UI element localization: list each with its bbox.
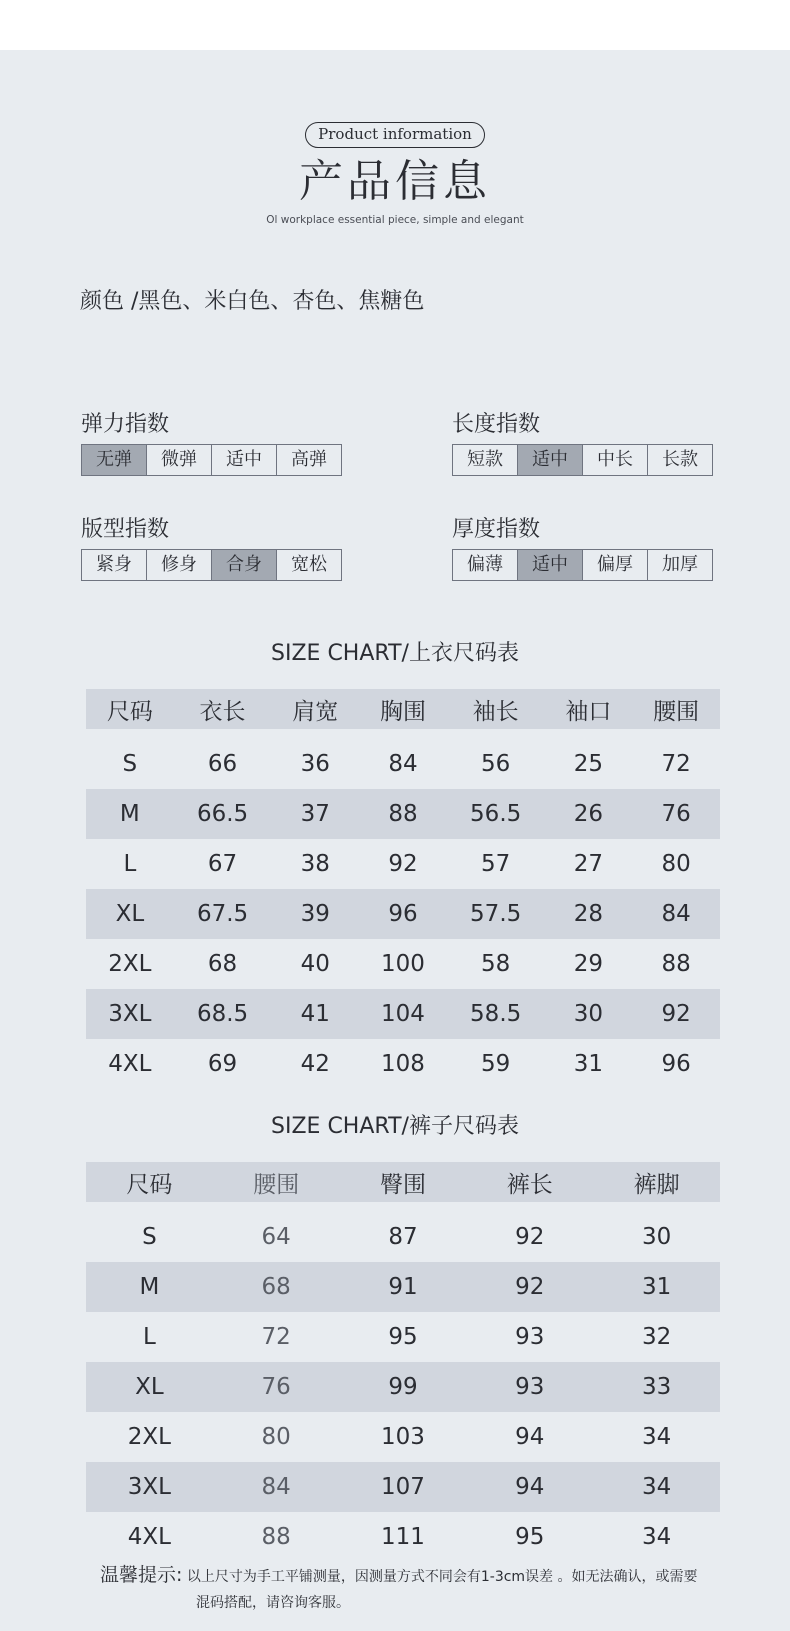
table-cell: 76 (632, 789, 720, 839)
product-information-pill: Product information (305, 122, 485, 148)
fit-index (81, 515, 342, 581)
table-cell: 68 (207, 951, 238, 977)
table-cell: 111 (381, 1524, 425, 1550)
table-header-cell: 臀围 (340, 1162, 467, 1202)
table-row (86, 1362, 720, 1412)
table-cell: 84 (632, 889, 720, 939)
table-cell: 66 (207, 751, 238, 777)
note-label: 温馨提示: (100, 1564, 183, 1586)
length-index (452, 410, 713, 476)
index-title: 弹力指数 (81, 412, 170, 437)
table-cell: 36 (300, 751, 330, 777)
table-cell: 76 (213, 1362, 340, 1412)
table-cell: 68.5 (174, 989, 272, 1039)
table-cell: 34 (641, 1424, 672, 1450)
table-cell: 72 (661, 751, 691, 777)
table-cell: 67.5 (174, 889, 272, 939)
top-white-strip (0, 0, 790, 50)
index-title: 版型指数 (81, 517, 170, 542)
table-header-cell: 尺码 (86, 1162, 213, 1202)
table-cell: 34 (641, 1524, 672, 1550)
table-cell: 94 (515, 1424, 545, 1450)
index-options (452, 444, 713, 476)
table-cell: 30 (641, 1224, 672, 1250)
note-line-2: 混码搭配，请咨询客服。 (196, 1595, 350, 1611)
table-cell: 91 (340, 1262, 467, 1312)
table-cell: 34 (593, 1462, 720, 1512)
table-header-cell: 袖口 (545, 689, 633, 729)
index-option: 适中 (518, 445, 583, 475)
table-cell: 40 (300, 951, 330, 977)
table-cell: 92 (388, 851, 418, 877)
table-row (86, 1039, 720, 1089)
table-cell: 93 (515, 1324, 545, 1350)
table-header-row (86, 689, 720, 729)
page-subtitle: Ol workplace essential piece, simple and elegant (266, 214, 524, 226)
table-cell: 87 (388, 1224, 418, 1250)
index-option: 合身 (212, 550, 277, 580)
table-cell: 66.5 (174, 789, 272, 839)
table-cell: 29 (573, 951, 603, 977)
table-cell: 26 (545, 789, 633, 839)
table-cell: 58 (481, 951, 511, 977)
index-option: 加厚 (648, 550, 712, 580)
table-cell: 92 (632, 989, 720, 1039)
table-cell: 104 (359, 989, 447, 1039)
table-row (86, 989, 720, 1039)
table-cell: 4XL (127, 1524, 171, 1550)
table-cell: L (123, 851, 137, 877)
table-cell: 30 (545, 989, 633, 1039)
color-options-text: 颜色 /黑色、米白色、杏色、焦糖色 (80, 289, 425, 314)
table-cell: XL (86, 889, 174, 939)
table-cell: 107 (340, 1462, 467, 1512)
table-cell: S (122, 751, 138, 777)
table-cell: 92 (466, 1262, 593, 1312)
table-cell: 68 (213, 1262, 340, 1312)
table-row (86, 839, 720, 889)
table-cell: 3XL (86, 1462, 213, 1512)
table-cell: 88 (261, 1524, 291, 1550)
table-header-cell: 尺码 (86, 689, 174, 729)
index-option: 短款 (453, 445, 518, 475)
index-options (81, 444, 342, 476)
table-row (86, 939, 720, 989)
page-title: 产品信息 (299, 156, 491, 207)
table-header-cell: 腰围 (213, 1162, 340, 1202)
table-cell: 3XL (86, 989, 174, 1039)
index-option: 长款 (648, 445, 712, 475)
index-option: 无弹 (82, 445, 147, 475)
index-option: 偏薄 (453, 550, 518, 580)
table-cell: 72 (261, 1324, 291, 1350)
table-cell: 38 (300, 851, 330, 877)
table-cell: 57 (481, 851, 511, 877)
index-option: 偏厚 (583, 550, 648, 580)
table-cell: 41 (271, 989, 359, 1039)
table-cell: 103 (381, 1424, 425, 1450)
table-cell: 57.5 (447, 889, 545, 939)
elasticity-index (81, 410, 342, 476)
table-row (86, 739, 720, 789)
table-header-cell: 肩宽 (271, 689, 359, 729)
table-cell: L (142, 1324, 156, 1350)
index-option: 高弹 (277, 445, 341, 475)
table-cell: 88 (359, 789, 447, 839)
table-cell: M (86, 789, 174, 839)
table-cell: 25 (573, 751, 603, 777)
table-cell: 100 (381, 951, 425, 977)
table-cell: 95 (515, 1524, 545, 1550)
index-option: 宽松 (277, 550, 341, 580)
table-header-cell: 裤脚 (593, 1162, 720, 1202)
index-option: 微弹 (147, 445, 212, 475)
table-cell: 56.5 (447, 789, 545, 839)
warm-tip-note (100, 1562, 720, 1616)
table-cell: 31 (593, 1262, 720, 1312)
index-title: 长度指数 (452, 412, 541, 437)
table-cell: 59 (481, 1051, 511, 1077)
pants-size-chart-table (86, 1162, 720, 1562)
table-cell: S (142, 1224, 157, 1250)
table-cell: 80 (661, 851, 691, 877)
table-cell: 80 (261, 1424, 291, 1450)
index-option: 中长 (583, 445, 648, 475)
table-cell: 69 (207, 1051, 238, 1077)
table-cell: 56 (481, 751, 511, 777)
table-cell: 32 (641, 1324, 672, 1350)
index-option: 适中 (518, 550, 583, 580)
table-header-row (86, 1162, 720, 1202)
table-cell: 95 (388, 1324, 418, 1350)
table-cell: 4XL (108, 1051, 152, 1077)
index-options (81, 549, 342, 581)
table-cell: 33 (593, 1362, 720, 1412)
table-row (86, 1212, 720, 1262)
index-option: 适中 (212, 445, 277, 475)
table-cell: 67 (207, 851, 238, 877)
table-cell: 99 (340, 1362, 467, 1412)
table-header-cell: 裤长 (466, 1162, 593, 1202)
thickness-index (452, 515, 713, 581)
table-header-cell: 袖长 (447, 689, 545, 729)
top-size-chart-table (86, 689, 720, 1089)
table-header-cell: 胸围 (359, 689, 447, 729)
table-cell: 88 (661, 951, 691, 977)
table-cell: XL (86, 1362, 213, 1412)
index-option: 紧身 (82, 550, 147, 580)
top-size-chart-title: SIZE CHART/上衣尺码表 (271, 641, 519, 666)
table-row (86, 1262, 720, 1312)
table-row (86, 1462, 720, 1512)
table-row (86, 889, 720, 939)
table-cell: 94 (466, 1462, 593, 1512)
table-cell: 39 (271, 889, 359, 939)
table-row (86, 1412, 720, 1462)
pants-size-chart-title: SIZE CHART/裤子尺码表 (271, 1114, 519, 1139)
index-options (452, 549, 713, 581)
table-cell: 28 (545, 889, 633, 939)
table-cell: 84 (388, 751, 418, 777)
table-cell: M (86, 1262, 213, 1312)
table-cell: 2XL (108, 951, 152, 977)
table-header-cell: 衣长 (174, 689, 272, 729)
table-cell: 27 (573, 851, 603, 877)
table-row (86, 1312, 720, 1362)
table-cell: 108 (381, 1051, 425, 1077)
table-cell: 93 (466, 1362, 593, 1412)
table-header-cell: 腰围 (632, 689, 720, 729)
table-cell: 58.5 (447, 989, 545, 1039)
note-line-1: 以上尺寸为手工平铺测量，因测量方式不同会有1-3cm误差 。如无法确认，或需要 (186, 1569, 698, 1585)
table-cell: 42 (300, 1051, 330, 1077)
table-cell: 96 (661, 1051, 691, 1077)
table-cell: 96 (359, 889, 447, 939)
index-option: 修身 (147, 550, 212, 580)
index-title: 厚度指数 (452, 517, 541, 542)
table-cell: 84 (213, 1462, 340, 1512)
table-row (86, 1512, 720, 1562)
table-cell: 31 (573, 1051, 603, 1077)
table-cell: 37 (271, 789, 359, 839)
table-cell: 64 (261, 1224, 291, 1250)
table-row (86, 789, 720, 839)
table-cell: 92 (515, 1224, 545, 1250)
table-cell: 2XL (127, 1424, 171, 1450)
